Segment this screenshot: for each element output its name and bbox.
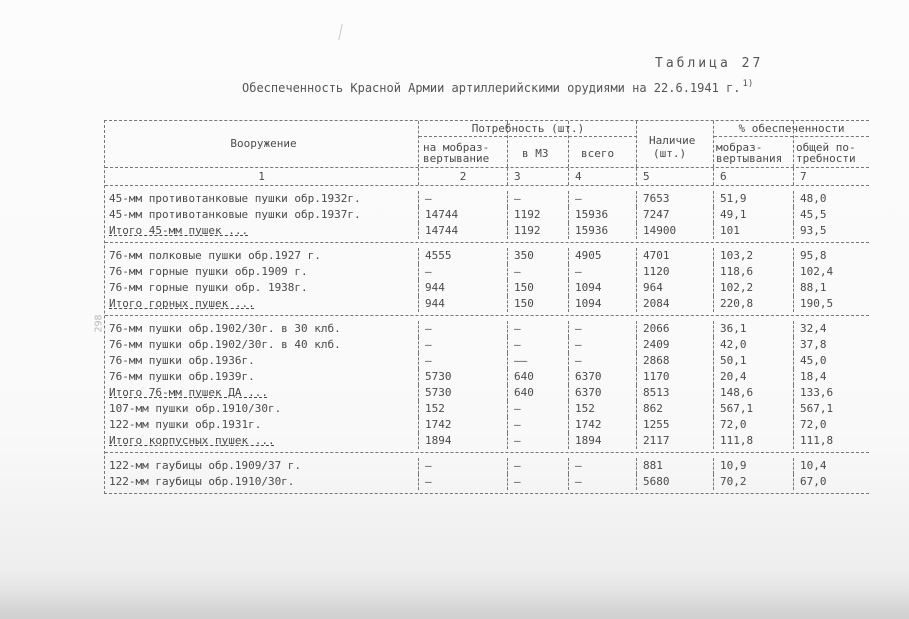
need-total-value: –: [575, 322, 582, 335]
pct-total-value-cell: [794, 401, 869, 417]
need-total-value-cell: [569, 353, 637, 369]
need-mz-value-cell: [508, 417, 569, 433]
armament-name: 76-мм пушки обр.1902/30г. в 40 клб.: [109, 338, 341, 351]
header-pct-total: общей по- требности: [796, 141, 856, 165]
need-mob-value: 944: [425, 297, 445, 310]
need-mz-value-cell: [508, 369, 569, 385]
need-mz-value-cell: [508, 353, 569, 369]
need-total-value: 1894: [575, 434, 602, 447]
pct-total-value: 18,4: [800, 370, 827, 383]
need-total-value: –: [575, 338, 582, 351]
need-total-value-cell: [569, 433, 637, 449]
need-mob-value: 152: [425, 402, 445, 415]
availability-value: 7247: [643, 208, 670, 221]
pct-mob-value: 102,2: [720, 281, 754, 294]
pct-total-value: 72,0: [800, 418, 827, 431]
pct-mob-value-cell: [714, 458, 794, 474]
pct-mob-value-cell: [714, 385, 794, 401]
pct-mob-value-cell: [714, 296, 794, 312]
availability-value: 862: [643, 402, 663, 415]
pct-total-value: 10,4: [800, 459, 827, 472]
armament-name-cell: [105, 264, 419, 280]
column-number: 5: [637, 168, 714, 185]
armament-name-cell: [105, 401, 419, 417]
need-mob-value: –: [425, 192, 432, 205]
pct-total-value-cell: [794, 458, 869, 474]
pct-mob-value: 49,1: [720, 208, 747, 221]
pct-mob-value: 72,0: [720, 418, 747, 431]
need-mz-value-cell: [508, 248, 569, 264]
armament-name-cell: [105, 248, 419, 264]
need-mob-value: 14744: [425, 208, 459, 221]
table-body: [105, 186, 869, 493]
pct-total-value: 190,5: [800, 297, 834, 310]
pct-mob-value-cell: [714, 207, 794, 223]
need-mz-value-cell: [508, 337, 569, 353]
need-mz-value: –: [514, 459, 521, 472]
artillery-table: [104, 120, 869, 494]
need-mz-value-cell: [508, 207, 569, 223]
need-total-value-cell: [569, 474, 637, 490]
availability-value: 964: [643, 281, 663, 294]
need-total-value-cell: [569, 223, 637, 239]
pct-total-value-cell: [794, 337, 869, 353]
need-mz-value-cell: [508, 321, 569, 337]
need-mz-value: –: [514, 265, 521, 278]
pct-mob-value: 42,0: [720, 338, 747, 351]
pct-mob-value-cell: [714, 248, 794, 264]
need-mob-value-cell: [419, 296, 508, 312]
pct-mob-value: 118,6: [720, 265, 754, 278]
need-mz-value: 640: [514, 370, 534, 383]
pct-total-value: 567,1: [800, 402, 834, 415]
armament-name: 76-мм горные пушки обр. 1938г.: [109, 281, 308, 294]
armament-name: 107-мм пушки обр.1910/30г.: [109, 402, 282, 415]
pct-mob-value: 10,9: [720, 459, 747, 472]
need-total-value-cell: [569, 280, 637, 296]
header-avail-line1: Наличие: [649, 134, 696, 147]
need-mob-value-cell: [419, 223, 508, 239]
availability-value: 5680: [643, 475, 670, 488]
need-mob-value: –: [425, 322, 432, 335]
pct-total-value-cell: [794, 433, 869, 449]
need-mob-value-cell: [419, 433, 508, 449]
pct-mob-value-cell: [714, 191, 794, 207]
need-mz-value: –: [514, 322, 521, 335]
pct-mob-value-cell: [714, 264, 794, 280]
pct-mob-value: 220,8: [720, 297, 754, 310]
table-row: [105, 191, 869, 207]
need-mz-value-cell: [508, 280, 569, 296]
header-need-group: Потребность (шт.): [419, 121, 637, 137]
need-mz-value: –: [514, 338, 521, 351]
header-avail-cell: [637, 121, 714, 167]
pct-mob-value: 50,1: [720, 354, 747, 367]
pct-mob-value-cell: [714, 280, 794, 296]
pct-mob-value-cell: [714, 417, 794, 433]
need-mz-value: 1192: [514, 208, 541, 221]
need-mob-value: –: [425, 459, 432, 472]
pct-total-value: 88,1: [800, 281, 827, 294]
pct-total-value: 37,8: [800, 338, 827, 351]
availability-value: 1170: [643, 370, 670, 383]
need-mz-value: –: [514, 434, 521, 447]
pct-total-value: 48,0: [800, 192, 827, 205]
availability-value: 881: [643, 459, 663, 472]
armament-name: 122-мм гаубицы обр.1909/37 г.: [109, 459, 302, 472]
column-number: 3: [508, 168, 569, 185]
need-mob-value-cell: [419, 385, 508, 401]
need-mob-value-cell: [419, 248, 508, 264]
pct-mob-value-cell: [714, 337, 794, 353]
pct-total-value: 93,5: [800, 224, 827, 237]
armament-name: 45-мм противотанковые пушки обр.1937г.: [109, 208, 361, 221]
pct-total-value-cell: [794, 223, 869, 239]
table-row: [105, 474, 869, 490]
need-mob-value-cell: [419, 207, 508, 223]
armament-name-cell: [105, 280, 419, 296]
table-caption: Таблица 27: [655, 56, 764, 71]
need-mob-value-cell: [419, 401, 508, 417]
pct-mob-value-cell: [714, 474, 794, 490]
subtotal-row: [105, 296, 869, 312]
table-row: [105, 353, 869, 369]
need-mob-value: 1894: [425, 434, 452, 447]
availability-value-cell: [637, 474, 714, 490]
header-pct-group: % обеспеченности: [714, 121, 869, 137]
table-title-text: Обеспеченность Красной Армии артиллерийскими орудиями на 22.6.1941 г.: [242, 81, 741, 95]
pct-total-value-cell: [794, 207, 869, 223]
need-total-value: 1742: [575, 418, 602, 431]
pct-mob-value-cell: [714, 321, 794, 337]
pct-mob-value-cell: [714, 433, 794, 449]
pct-total-value-cell: [794, 353, 869, 369]
need-mz-value: –: [514, 192, 521, 205]
need-total-value-cell: [569, 264, 637, 280]
need-mob-value-cell: [419, 474, 508, 490]
header-pct-mob: мобраз- вертывания: [716, 141, 783, 165]
row-group: [105, 243, 869, 316]
armament-name: 122-мм пушки обр.1931г.: [109, 418, 262, 431]
pct-total-value-cell: [794, 385, 869, 401]
need-mob-value-cell: [419, 458, 508, 474]
need-total-value-cell: [569, 296, 637, 312]
need-mob-value-cell: [419, 264, 508, 280]
margin-page-number: 298: [93, 314, 105, 333]
armament-name-cell: [105, 207, 419, 223]
pct-mob-value: 567,1: [720, 402, 754, 415]
column-number: 2: [419, 168, 508, 185]
pct-mob-value: 36,1: [720, 322, 747, 335]
availability-value: 1255: [643, 418, 670, 431]
pct-total-value: 45,0: [800, 354, 827, 367]
pct-mob-value-cell: [714, 353, 794, 369]
need-total-value: 152: [575, 402, 595, 415]
column-number: 6: [714, 168, 794, 185]
armament-name-cell: [105, 296, 419, 312]
need-total-value-cell: [569, 337, 637, 353]
pct-total-value-cell: [794, 191, 869, 207]
armament-name-cell: [105, 474, 419, 490]
subtotal-row: [105, 385, 869, 401]
need-total-value: 15936: [575, 208, 609, 221]
availability-value-cell: [637, 296, 714, 312]
column-number: 4: [569, 168, 637, 185]
need-total-value: 6370: [575, 370, 602, 383]
need-mz-value-cell: [508, 191, 569, 207]
need-mz-value-cell: [508, 264, 569, 280]
need-mob-value-cell: [419, 417, 508, 433]
availability-value: 7653: [643, 192, 670, 205]
availability-value: 2409: [643, 338, 670, 351]
need-mz-value-cell: [508, 401, 569, 417]
availability-value-cell: [637, 337, 714, 353]
availability-value-cell: [637, 223, 714, 239]
pct-mob-value-cell: [714, 401, 794, 417]
need-mob-value-cell: [419, 321, 508, 337]
need-total-value: –: [575, 192, 582, 205]
need-mob-value: 944: [425, 281, 445, 294]
need-mz-value: 1192: [514, 224, 541, 237]
header-need-total: всего: [581, 147, 615, 160]
pct-mob-value: 70,2: [720, 475, 747, 488]
need-mz-value-cell: [508, 223, 569, 239]
availability-value-cell: [637, 321, 714, 337]
pct-mob-value: 103,2: [720, 249, 754, 262]
need-mob-value: 14744: [425, 224, 459, 237]
armament-name-cell: [105, 191, 419, 207]
pct-mob-value: 101: [720, 224, 740, 237]
table-title: [242, 79, 753, 95]
availability-value: 8513: [643, 386, 670, 399]
need-total-value: 1094: [575, 281, 602, 294]
table-row: [105, 321, 869, 337]
title-footnote: 1): [742, 79, 754, 89]
need-mob-value-cell: [419, 191, 508, 207]
need-total-value-cell: [569, 401, 637, 417]
pct-total-value-cell: [794, 417, 869, 433]
header-avail-line2: (шт.): [653, 147, 687, 160]
table-row: [105, 401, 869, 417]
need-mz-value: 150: [514, 297, 534, 310]
availability-value-cell: [637, 369, 714, 385]
need-mob-value: 1742: [425, 418, 452, 431]
column-numbers-row: [105, 168, 869, 186]
pct-total-value: 67,0: [800, 475, 827, 488]
availability-value-cell: [637, 433, 714, 449]
need-total-value-cell: [569, 385, 637, 401]
need-total-value: –: [575, 354, 582, 367]
subtotal-row: [105, 223, 869, 239]
availability-value: 1120: [643, 265, 670, 278]
pct-total-value-cell: [794, 321, 869, 337]
need-mob-value: –: [425, 475, 432, 488]
table-row: [105, 264, 869, 280]
need-mz-value: –: [514, 402, 521, 415]
subtotal-row: [105, 433, 869, 449]
availability-value: 2084: [643, 297, 670, 310]
page-shadow: [0, 589, 909, 619]
need-mz-value: ––: [514, 354, 528, 367]
row-group: [105, 186, 869, 243]
armament-name-cell: [105, 337, 419, 353]
need-mz-value-cell: [508, 296, 569, 312]
armament-name: 76-мм полковые пушки обр.1927 г.: [109, 249, 321, 262]
row-group: [105, 453, 869, 493]
table-header: [105, 121, 869, 168]
need-total-value-cell: [569, 458, 637, 474]
armament-name-cell: [105, 223, 419, 239]
pct-total-value-cell: [794, 369, 869, 385]
need-mz-value-cell: [508, 474, 569, 490]
need-total-value: 6370: [575, 386, 602, 399]
armament-name: 76-мм пушки обр.1936г.: [109, 354, 255, 367]
armament-name: 76-мм пушки обр.1939г.: [109, 370, 255, 383]
need-mob-value: –: [425, 338, 432, 351]
need-total-value: –: [575, 475, 582, 488]
armament-name-cell: [105, 369, 419, 385]
pct-total-value: 133,6: [800, 386, 834, 399]
need-total-value: –: [575, 265, 582, 278]
armament-name: 122-мм гаубицы обр.1910/30г.: [109, 475, 295, 488]
need-mz-value-cell: [508, 433, 569, 449]
armament-name-cell: [105, 417, 419, 433]
availability-value-cell: [637, 385, 714, 401]
pct-total-value: 111,8: [800, 434, 834, 447]
table-row: [105, 417, 869, 433]
need-mob-value: 5730: [425, 386, 452, 399]
need-mob-value-cell: [419, 369, 508, 385]
need-total-value-cell: [569, 321, 637, 337]
pct-mob-value-cell: [714, 369, 794, 385]
table-row: [105, 369, 869, 385]
pct-total-value: 45,5: [800, 208, 827, 221]
table-row: [105, 458, 869, 474]
armament-name: 76-мм пушки обр.1902/30г. в 30 клб.: [109, 322, 341, 335]
availability-value: 14900: [643, 224, 677, 237]
need-total-value: 15936: [575, 224, 609, 237]
pct-mob-value: 51,9: [720, 192, 747, 205]
availability-value: 2066: [643, 322, 670, 335]
need-total-value-cell: [569, 248, 637, 264]
need-mob-value-cell: [419, 337, 508, 353]
pct-total-value: 95,8: [800, 249, 827, 262]
armament-name: Итого корпусных пушек ...: [109, 434, 275, 447]
armament-name: 76-мм горные пушки обр.1909 г.: [109, 265, 308, 278]
table-row: [105, 280, 869, 296]
column-number: 7: [800, 170, 807, 183]
need-mz-value: –: [514, 418, 521, 431]
need-total-value-cell: [569, 207, 637, 223]
need-total-value-cell: [569, 417, 637, 433]
stray-pen-mark: [338, 24, 342, 40]
armament-name-cell: [105, 433, 419, 449]
need-mz-value: 350: [514, 249, 534, 262]
availability-value-cell: [637, 353, 714, 369]
need-mob-value-cell: [419, 353, 508, 369]
need-total-value: 4905: [575, 249, 602, 262]
pct-total-value-cell: [794, 280, 869, 296]
armament-name: Итого 45-мм пушек ...: [109, 224, 249, 237]
availability-value-cell: [637, 417, 714, 433]
need-mz-value: 640: [514, 386, 534, 399]
armament-name: Итого горных пушек ...: [109, 297, 255, 310]
need-mz-value: –: [514, 475, 521, 488]
pct-total-value-cell: [794, 248, 869, 264]
pct-total-value: 102,4: [800, 265, 834, 278]
need-mz-value-cell: [508, 458, 569, 474]
column-number: 1: [105, 168, 419, 185]
need-mz-value-cell: [508, 385, 569, 401]
need-mob-value: 5730: [425, 370, 452, 383]
row-group: [105, 316, 869, 453]
need-mob-value: –: [425, 265, 432, 278]
need-mz-value: 150: [514, 281, 534, 294]
pct-mob-value: 20,4: [720, 370, 747, 383]
header-need-mz: в МЗ: [522, 147, 549, 160]
availability-value: 2117: [643, 434, 670, 447]
need-mob-value: –: [425, 354, 432, 367]
pct-mob-value: 148,6: [720, 386, 754, 399]
pct-total-value: 32,4: [800, 322, 827, 335]
header-need-mob: на мобраз- вертывание: [423, 141, 490, 165]
need-total-value: –: [575, 459, 582, 472]
need-mob-value: 4555: [425, 249, 452, 262]
availability-value-cell: [637, 401, 714, 417]
availability-value-cell: [637, 248, 714, 264]
pct-mob-value-cell: [714, 223, 794, 239]
availability-value-cell: [637, 207, 714, 223]
armament-name: Итого 76-мм пушек ДА ...: [109, 386, 268, 399]
pct-mob-value: 111,8: [720, 434, 754, 447]
availability-value-cell: [637, 280, 714, 296]
pct-total-value-cell: [794, 296, 869, 312]
armament-name: 45-мм противотанковые пушки обр.1932г.: [109, 192, 361, 205]
need-total-value-cell: [569, 369, 637, 385]
header-armament: Вооружение: [105, 121, 419, 167]
table-row: [105, 207, 869, 223]
availability-value: 4701: [643, 249, 670, 262]
need-total-value: 1094: [575, 297, 602, 310]
table-row: [105, 337, 869, 353]
pct-total-value-cell: [794, 264, 869, 280]
availability-value-cell: [637, 458, 714, 474]
need-total-value-cell: [569, 191, 637, 207]
armament-name-cell: [105, 458, 419, 474]
pct-total-value-cell: [794, 474, 869, 490]
availability-value-cell: [637, 191, 714, 207]
availability-value-cell: [637, 264, 714, 280]
armament-name-cell: [105, 321, 419, 337]
armament-name-cell: [105, 385, 419, 401]
armament-name-cell: [105, 353, 419, 369]
table-row: [105, 248, 869, 264]
need-mob-value-cell: [419, 280, 508, 296]
availability-value: 2868: [643, 354, 670, 367]
